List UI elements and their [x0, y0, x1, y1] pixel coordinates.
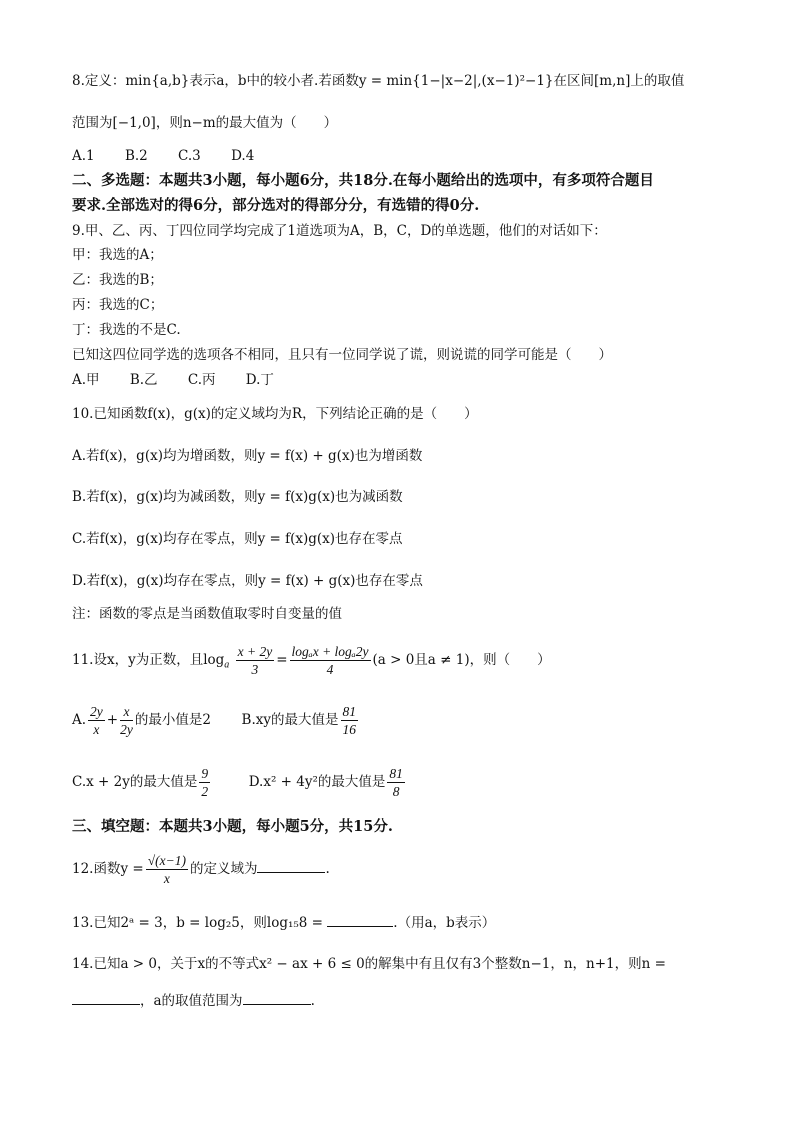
- q10-option-b: B.若f(x)，g(x)均为减函数，则y = f(x)g(x)也为减函数: [72, 489, 403, 505]
- q9-dialog-ding: 丁：我选的不是C.: [72, 322, 181, 338]
- q11-option-a: A. $\frac{2y}{x}$ + $\frac{x}{2y}$ 的最小值是2: [72, 704, 211, 737]
- q14-line2: [72, 990, 315, 1011]
- q11-fraction-2-denominator: 4: [326, 662, 334, 677]
- q13-prefix: 13.已知2ᵃ = 3，b = log₂5，则log₁₅8 =: [72, 915, 323, 931]
- q11-options-ab: [72, 700, 360, 740]
- q13-suffix: .（用a，b表示）: [393, 915, 496, 931]
- q11-stem-suffix: (a > 0且a ≠ 1)，则（ ）: [372, 652, 551, 668]
- q11-option-a-frac2-den: 2y: [120, 722, 133, 737]
- q13: [72, 912, 495, 933]
- q11-fraction-1: [236, 643, 275, 678]
- q10-note: 注：函数的零点是当函数值取零时自变量的值: [72, 606, 342, 622]
- q11-stem-prefix: 11.设x，y为正数，且log: [72, 652, 225, 668]
- q10-option-a: A.若f(x)，g(x)均为增函数，则y = f(x) + g(x)也为增函数: [72, 448, 423, 464]
- q11-option-a-frac1-den: x: [93, 722, 100, 737]
- q9-option-b: B.乙: [129, 372, 158, 388]
- q14-line2-end: .: [310, 993, 315, 1009]
- q8-stem-line1: 8.定义：min{a,b}表示a，b中的较小者.若函数y = min{1−|x−2|,(x−1)²−1}在区间[m,n]上的取值: [72, 73, 685, 89]
- q9-dialog-jia: 甲：我选的A；: [72, 247, 163, 263]
- q14-line1: 14.已知a > 0，关于x的不等式x² − ax + 6 ≤ 0的解集中有且仅有3个整数n−1，n，n+1，则n =: [72, 956, 666, 972]
- q12-suffix: 的定义域为: [189, 861, 258, 877]
- q12-fraction: [146, 852, 188, 887]
- q12: [72, 848, 330, 890]
- q11-option-a-frac1: [88, 703, 105, 738]
- q11-option-c-text: C.x + 2y的最大值是: [72, 774, 198, 790]
- q11-option-a-label: A.: [72, 712, 87, 728]
- q11-option-a-frac2-num: x: [120, 703, 133, 721]
- section3-heading: 三、填空题：本题共3小题，每小题5分，共15分.: [72, 818, 393, 835]
- q12-fraction-den: x: [163, 871, 170, 886]
- q11-fraction-1-numerator: x + 2y: [237, 644, 273, 659]
- q8-stem-line2: 范围为[−1,0]，则n−m的最大值为（ ）: [72, 115, 338, 131]
- q11-option-b-den: 16: [342, 722, 356, 737]
- q11-option-d-frac: [387, 765, 405, 800]
- q14-line2-mid: ，a的取值范围为: [140, 993, 243, 1009]
- section2-heading-line2: 要求.全部选对的得6分，部分选对的得部分分，有选错的得0分.: [72, 197, 480, 214]
- q10-option-d: D.若f(x)，g(x)均存在零点，则y = f(x) + g(x)也存在零点: [72, 573, 423, 589]
- q11-fraction-1-denominator: 3: [251, 662, 259, 677]
- q11-option-a-text: 的最小值是2: [134, 712, 211, 728]
- q12-answer-blank[interactable]: [257, 858, 325, 873]
- q8-option-d: D.4: [231, 148, 255, 164]
- q11-stem: 11.设x，y为正数，且$\log_a$ $\frac{x + 2y}{3}$ = $\frac{\text{logₐx + logₐ2y}}{4}$ (a > 0且a ≠ 1)，则（ ）: [72, 644, 551, 677]
- q11-option-d-num: 81: [389, 766, 403, 781]
- q11-fraction-2: [290, 643, 371, 678]
- q11-option-b: [241, 704, 360, 737]
- q11-option-c-den: 2: [201, 784, 209, 799]
- q8-option-c: C.3: [178, 148, 201, 164]
- q10-option-c: C.若f(x)，g(x)均存在零点，则y = f(x)g(x)也存在零点: [72, 531, 403, 547]
- q9-option-a: A.甲: [72, 372, 100, 388]
- q9-option-c: C.丙: [187, 372, 216, 388]
- q14-answer-blank-n[interactable]: [72, 990, 140, 1005]
- q11-option-c-num: 9: [201, 766, 209, 781]
- q9-question: 已知这四位同学选的选项各不相同，且只有一位同学说了谎，则说谎的同学可能是（ ）: [72, 347, 612, 363]
- q9-options: [72, 370, 300, 390]
- section2-heading-line1: 二、多选题：本题共3小题，每小题6分，共18分.在每小题给出的选项中，有多项符合题目: [72, 172, 654, 189]
- q9-stem: 9.甲、乙、丙、丁四位同学均完成了1道选项为A，B，C，D的单选题，他们的对话如下：: [72, 223, 607, 239]
- q14-answer-blank-a[interactable]: [243, 990, 311, 1005]
- q13-answer-blank[interactable]: [327, 912, 393, 927]
- q11-option-a-frac2: [120, 703, 133, 738]
- q9-option-d: D.丁: [245, 372, 274, 388]
- q11-option-b-frac: [341, 703, 359, 738]
- q11-fraction-2-numerator: logₐx + logₐ2y: [291, 644, 369, 659]
- q9-dialog-bing: 丙：我选的C；: [72, 297, 164, 313]
- q12-fraction-num: √(x−1): [147, 853, 186, 868]
- q11-option-b-num: 81: [342, 704, 356, 719]
- q11-option-a-frac1-num: 2y: [90, 704, 103, 719]
- q11-option-d-text: D.x² + 4y²的最大值是: [248, 774, 386, 790]
- q11-options-cd: [72, 762, 407, 802]
- q12-prefix: 12.函数y =: [72, 861, 144, 877]
- q8-option-b: B.2: [124, 148, 148, 164]
- q11-option-b-text: B.xy的最大值是: [241, 712, 339, 728]
- q8-options: [72, 146, 280, 166]
- q9-dialog-yi: 乙：我选的B；: [72, 272, 163, 288]
- q11-option-c-frac: [199, 765, 210, 800]
- q8-option-a: A.1: [72, 148, 95, 164]
- q10-stem: 10.已知函数f(x)，g(x)的定义域均为R，下列结论正确的是（ ）: [72, 406, 478, 422]
- q11-option-d-den: 8: [392, 784, 400, 799]
- q11-option-c: [72, 766, 216, 799]
- q11-option-d: [248, 766, 407, 799]
- q12-end: .: [325, 861, 330, 877]
